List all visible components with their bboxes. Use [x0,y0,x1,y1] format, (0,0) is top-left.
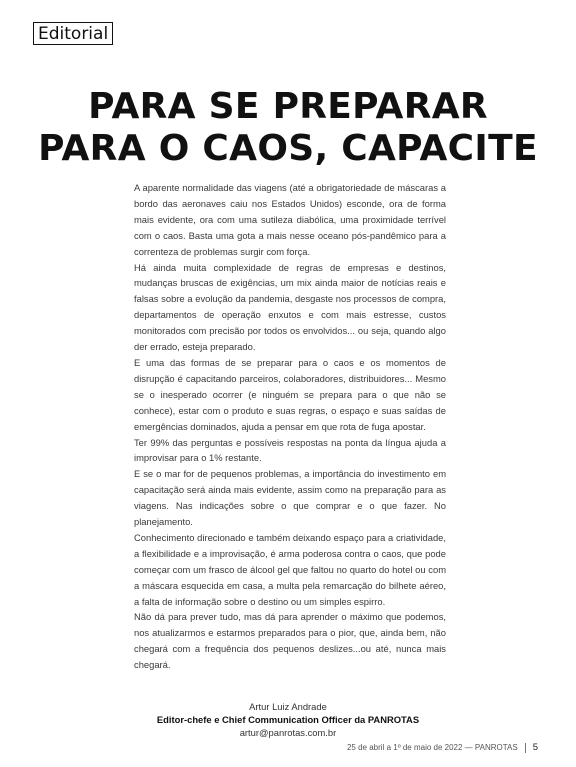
paragraph-4: Ter 99% das perguntas e possíveis respostas na ponta da língua ajuda a improvisar para o 1% restante. [134,436,446,464]
footer-date: 25 de abril a 1º de maio de 2022 — PANROTAS [346,743,518,752]
footer-divider [525,743,526,753]
paragraph-3: E uma das formas de se preparar para o caos e os momentos de disrupção é capacitando parceiros, colaboradores, distribuidores... Mesmo se o inesperado ocorrer (e ninguém se prepara para o que não se conhece), estar com o produto e suas regras, o espaço e suas saídas de emergências dominados, ajuda a pensar em que rota de fuga apostar. [134,356,446,432]
headline-line-1: PARA SE PREPARAR [88,86,488,127]
paragraph-7: Não dá para prever tudo, mas dá para aprender o máximo que podemos, nos atualizarmos e estarmos preparados para o pior, que, ainda bem, não chegará com a frequência dos pequenos deslizes...ou até, nunca mais chegará. [134,611,446,671]
author-signature [100,700,476,739]
paragraph-5: E se o mar for de pequenos problemas, a importância do investimento em capacitação será ainda mais evidente, assim como na preparação para as viagens. Nas indicações sobre o que comprar e o que fazer. No planejamento. [134,468,446,528]
section-label: Editorial [33,22,113,45]
paragraph-1: A aparente normalidade das viagens (até a obrigatoriedade de máscaras a bordo das aeronaves caiu nos Estados Unidos) esconde, ora de forma mais evidente, ora com uma sutileza diabólica, uma proximidade terrível com o caos. Basta uma gota a mais nesse oceano pós-pandêmico para a correnteza de problemas surgir com força. [134,182,446,257]
paragraph-2: Há ainda muita complexidade de regras de empresas e destinos, mudanças bruscas de exigências, um mix ainda maior de notícias reais e falsas sobre a evolução da pandemia, desgaste nos processos de compra, departamentos de operação enxutos e com mais estresse, custos monitorados com precisão por todos os envolvidos... ou seja, quando algo der errado, esteja preparado. [134,261,446,353]
headline [20,86,556,170]
article-body [134,180,446,673]
page-number: 5 [532,742,538,753]
headline-line-2: PARA O CAOS, CAPACITE [38,128,538,169]
paragraph-6: Conhecimento direcionado e também deixando espaço para a criatividade, a flexibilidade e a improvisação, é arma poderosa contra o caos, que pode começar com um frasco de álcool gel que faltou no quarto do hotel ou com a máscara esquecida em casa, a multa pela remarcação do bilhete aéreo, a falta de informação sobre o destino ou um simples espirro. [134,531,446,607]
page-footer [347,742,538,753]
author-name: Artur Luiz Andrade [249,701,327,712]
author-role: Editor-chefe e Chief Communication Officer da PANROTAS [156,714,420,725]
author-email: artur@panrotas.com.br [239,727,337,738]
